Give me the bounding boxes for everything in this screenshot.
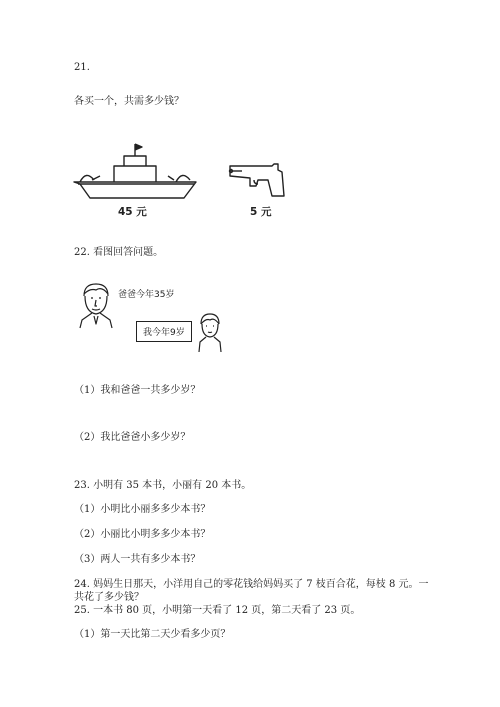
q24-line1: 24. 妈妈生日那天，小洋用自己的零花钱给妈妈买了 7 枝百合花，每枝 8 元。一: [74, 579, 429, 590]
q21-number: 21.: [74, 62, 90, 73]
q23-heading: 23. 小明有 35 本书，小丽有 20 本书。: [74, 480, 252, 491]
ship-price: 45 元: [118, 206, 147, 218]
ship-image: [72, 142, 202, 202]
q23-sub3: （3）两人一共有多少本书？: [74, 554, 201, 565]
q22-sub2: （2）我比爸爸小多少岁？: [74, 432, 191, 443]
q24-line2: 共花了多少钱？: [74, 592, 144, 603]
father-speech: 爸爸今年35岁: [118, 290, 175, 300]
q21-question: 各买一个，共需多少钱？: [74, 96, 184, 107]
q22-heading: 22. 看图回答问题。: [74, 247, 164, 258]
q25-heading: 25. 一本书 80 页，小明第一天看了 12 页，第二天看了 23 页。: [74, 605, 361, 616]
q22-sub1: （1）我和爸爸一共多少岁？: [74, 385, 201, 396]
q23-sub2: （2）小丽比小明多多少本书？: [74, 529, 211, 540]
gun-price: 5 元: [250, 206, 272, 218]
father-image: [76, 280, 116, 328]
q23-sub1: （1）小明比小丽多多少本书？: [74, 504, 211, 515]
toy-gun-image: [228, 160, 288, 200]
child-image: [196, 312, 224, 352]
q25-sub1: （1）第一天比第二天少看多少页？: [74, 629, 231, 640]
child-speech-box: 我今年9岁: [136, 321, 192, 342]
